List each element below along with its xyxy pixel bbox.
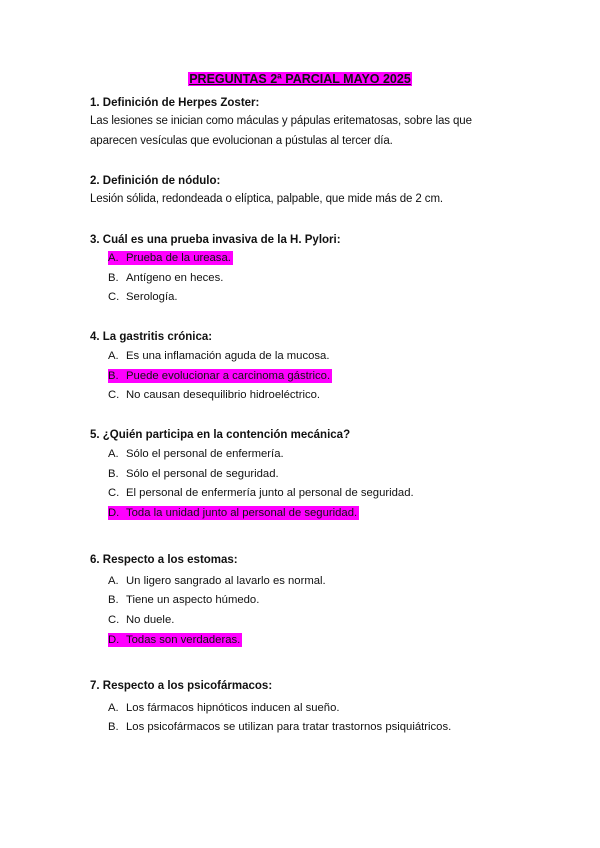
question-4-option-b [108,369,332,383]
option-letter: C. [108,291,120,303]
question-7-option-b [108,720,451,734]
question-5-option-c [108,486,414,500]
question-3-option-a [108,251,233,265]
option-text: Tiene un aspecto húmedo. [126,594,260,606]
option-letter: D. [108,507,120,519]
option-text: Los fármacos hipnóticos inducen al sueño. [126,702,340,714]
option-letter: C. [108,614,120,626]
question-4-title: 4. La gastritis crónica: [90,331,213,343]
question-3-title: 3. Cuál es una prueba invasiva de la H. Pylori: [90,234,341,246]
option-letter: C. [108,389,120,401]
question-1-title: 1. Definición de Herpes Zoster: [90,97,260,109]
option-text: El personal de enfermería junto al personal de seguridad. [126,487,414,499]
question-6-option-c [108,613,174,627]
question-5-option-b [108,467,279,481]
question-4-option-a [108,349,329,363]
question-5-option-d [108,506,359,520]
question-6-option-b [108,593,259,607]
option-text: No duele. [126,614,175,626]
question-5-title: 5. ¿Quién participa en la contención mecánica? [90,429,351,441]
option-letter: A. [108,350,119,362]
option-letter: B. [108,468,119,480]
option-text: Prueba de la ureasa. [126,252,231,264]
option-text: Sólo el personal de enfermería. [126,448,284,460]
question-3-option-b [108,271,223,285]
option-letter: B. [108,594,119,606]
option-text: Antígeno en heces. [126,272,224,284]
option-text: Es una inflamación aguda de la mucosa. [126,350,330,362]
question-6-title: 6. Respecto a los estomas: [90,554,238,566]
option-text: Serología. [126,291,178,303]
question-7-option-a [108,701,340,715]
question-1-answer: Las lesiones se inician como máculas y pápulas eritematosas, sobre las que aparecen vesículas que evolucionan a pústulas al tercer día. [90,115,472,147]
option-text: Sólo el personal de seguridad. [126,468,279,480]
option-letter: A. [108,702,119,714]
option-letter: B. [108,721,119,733]
option-text: Todas son verdaderas. [126,634,241,646]
option-text: Toda la unidad junto al personal de seguridad. [126,507,358,519]
option-letter: A. [108,252,119,264]
option-letter: C. [108,487,120,499]
option-letter: A. [108,575,119,587]
option-text: Los psicofármacos se utilizan para tratar trastornos psiquiátricos. [126,721,452,733]
option-letter: B. [108,272,119,284]
option-letter: D. [108,634,120,646]
question-5-option-a [108,447,284,461]
question-6-option-a [108,574,326,588]
option-letter: B. [108,370,119,382]
question-2-title: 2. Definición de nódulo: [90,175,221,187]
question-2-answer: Lesión sólida, redondeada o elíptica, palpable, que mide más de 2 cm. [90,193,444,205]
question-7-title: 7. Respecto a los psicofármacos: [90,680,273,692]
question-6-option-d [108,633,242,647]
option-text: Puede evolucionar a carcinoma gástrico. [126,370,331,382]
option-letter: A. [108,448,119,460]
question-4-option-c [108,388,320,402]
option-text: No causan desequilibrio hidroeléctrico. [126,389,321,401]
question-3-option-c [108,290,178,304]
page-title: PREGUNTAS 2ª PARCIAL MAYO 2025 [189,72,411,86]
option-text: Un ligero sangrado al lavarlo es normal. [126,575,326,587]
